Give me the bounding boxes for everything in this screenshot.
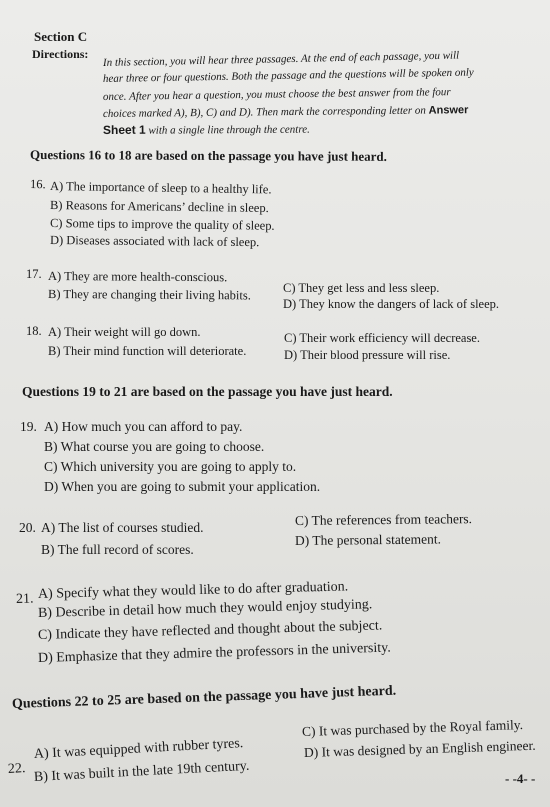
option-a: A) The importance of sleep to a healthy life. bbox=[49, 179, 272, 197]
option-a: A) The list of courses studied. bbox=[41, 520, 204, 535]
option-d: D) When you are going to submit your application. bbox=[44, 479, 321, 494]
option-b: B) The full record of scores. bbox=[41, 542, 194, 557]
option-d: D) Diseases associated with lack of sleep. bbox=[49, 233, 260, 250]
section-title: Section C bbox=[34, 29, 88, 44]
option-b: B) Their mind function will deteriorate. bbox=[48, 344, 247, 358]
option-a: A) They are more health-conscious. bbox=[47, 269, 228, 285]
directions-label: Directions: bbox=[32, 47, 89, 61]
option-a: A) Their weight will go down. bbox=[48, 325, 201, 339]
group-heading-22-25: Questions 22 to 25 are based on the passage you have just heard. bbox=[11, 683, 397, 712]
directions-line: once. After you hear a question, you must choose the best answer from the four bbox=[102, 86, 451, 103]
option-c: C) Some tips to improve the quality of sleep. bbox=[49, 216, 275, 233]
question-number: 21. bbox=[15, 591, 34, 607]
option-b: B) They are changing their living habits. bbox=[47, 287, 251, 303]
question-number: 22. bbox=[7, 761, 26, 777]
directions-line-text: with a single line through the centre. bbox=[148, 123, 310, 137]
option-b: B) Reasons for Americans’ decline in sleep. bbox=[49, 198, 269, 216]
option-b: B) It was built in the late 19th century. bbox=[33, 758, 250, 785]
page-number: - -4- - bbox=[505, 771, 536, 786]
directions-line: hear three or four questions. Both the passage and the questions will be spoken only bbox=[102, 66, 474, 85]
directions-line bbox=[103, 105, 469, 120]
option-c: C) It was purchased by the Royal family. bbox=[301, 717, 524, 739]
option-d: D) It was designed by an English engineer. bbox=[303, 737, 536, 760]
answer-sheet-label: Answer bbox=[428, 104, 469, 117]
question-number: 19. bbox=[20, 419, 37, 434]
option-b: B) Describe in detail how much they would enjoy studying. bbox=[37, 597, 373, 621]
option-d: D) Their blood pressure will rise. bbox=[284, 348, 451, 362]
option-c: C) They get less and less sleep. bbox=[283, 281, 440, 295]
directions-line bbox=[103, 123, 310, 137]
option-c: C) Indicate they have reflected and thought about the subject. bbox=[37, 618, 383, 643]
option-d: D) Emphasize that they admire the professors in the university. bbox=[37, 640, 391, 666]
question-number: 16. bbox=[29, 177, 46, 192]
option-a: A) It was equipped with rubber tyres. bbox=[33, 736, 244, 762]
option-c: C) Which university you are going to apply to. bbox=[44, 459, 297, 474]
option-d: D) The personal statement. bbox=[294, 531, 442, 548]
question-number: 20. bbox=[19, 520, 36, 535]
option-c: C) The references from teachers. bbox=[294, 511, 473, 528]
directions-line-text: choices marked A), B), C) and D). Then mark the corresponding letter on bbox=[102, 104, 426, 120]
option-c: C) Their work efficiency will decrease. bbox=[284, 331, 480, 345]
option-a: A) Specify what they would like to do after graduation. bbox=[37, 579, 349, 602]
group-heading-19-21: Questions 19 to 21 are based on the passage you have just heard. bbox=[22, 384, 393, 399]
question-number: 17. bbox=[26, 267, 42, 281]
option-b: B) What course you are going to choose. bbox=[44, 439, 265, 454]
answer-sheet-label: Sheet 1 bbox=[102, 122, 146, 137]
directions-line: In this section, you will hear three passages. At the end of each passage, you will bbox=[102, 49, 460, 69]
group-heading-16-18: Questions 16 to 18 are based on the passage you have just heard. bbox=[29, 147, 387, 164]
option-d: D) They know the dangers of lack of sleep. bbox=[283, 297, 500, 311]
question-number: 18. bbox=[26, 324, 42, 338]
option-a: A) How much you can afford to pay. bbox=[44, 419, 243, 434]
